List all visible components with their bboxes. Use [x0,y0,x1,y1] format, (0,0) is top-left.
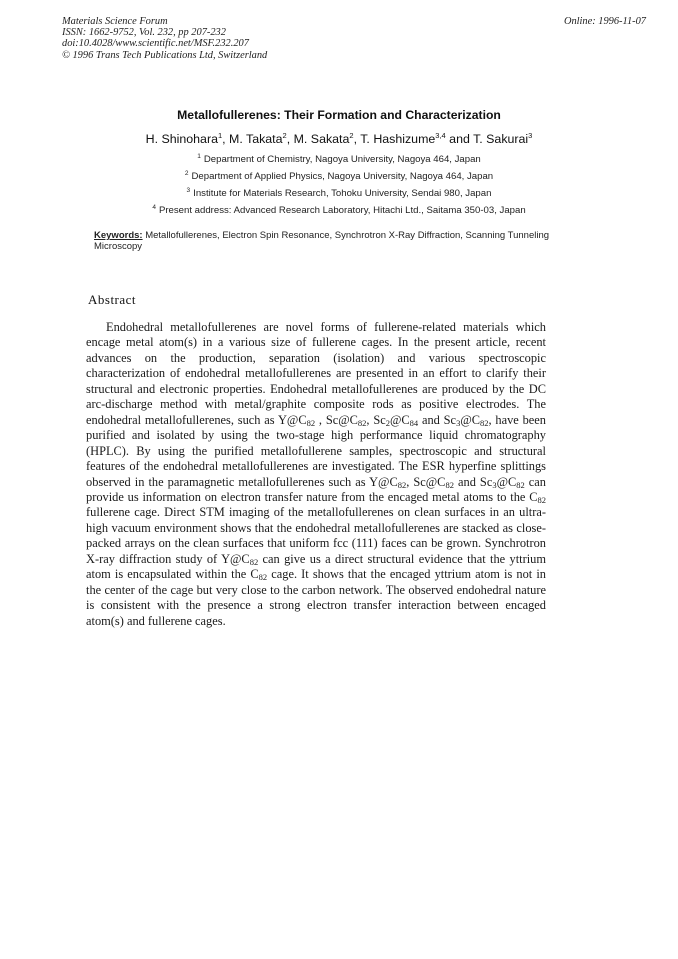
abstract-heading: Abstract [88,292,137,307]
affiliation-marker: 4 [152,204,156,211]
affiliation-marker: 1 [197,153,201,160]
subscript: 82 [306,417,316,428]
subscript: 82 [480,417,489,428]
affiliation-text: Institute for Materials Research, Tohoku University, Sendai 980, Japan [193,188,492,199]
subscript: 3 [456,417,461,428]
keywords-text: Metallofullerenes, Electron Spin Resonance, Synchrotron X-Ray Diffraction, Scanning Tunneling Microscopy [94,230,550,252]
author-name: M. Sakata [293,132,350,146]
author-affiliation-marker: 3 [528,131,533,140]
author-affiliation-marker: 1 [217,131,223,140]
affiliation-text: Department of Chemistry, Nagoya University, Nagoya 464, Japan [203,154,481,165]
copyright-line: © 1996 Trans Tech Publications Ltd, Switzerland [62,49,268,61]
affiliation-marker: 2 [184,170,189,177]
affiliation-1 [0,154,678,165]
subscript: 82 [249,556,259,567]
abstract-body: Endohedral metallofullerenes are novel forms of fullerene-related materials which encage metal atom(s) in a various size of fullerene cages. In the present article, recent advances on the production, separation (isolation) and various spectroscopic characterization of endohedral metallofullerenes are presented in an effort to clarify their structural and electronic properties. Endohedral metallofullerenes are produced by the DC arc-discharge method with metal/graphite composite rods as positive electrodes. The endohedral metallofullerenes, such as $Y@C_{82}$ , $Sc@C_{82}$, $Sc_2@C_{84}$ and $Sc_3@C_{82}$, have been purified and isolated by using the two-stage high performance liquid chromatography (HPLC). By using the purified metallofullerene samples, spectroscopic and structural features of the endohedral metallofullerenes are investigated. The ESR hyperfine splittings observed in the paramagnetic metallofullerenes such as $Y@C_{82}$, $Sc@C_{82}$ and $Sc_3@C_{82}$ can provide us information on electron transfer nature from the encaged metal atoms to the $C_{82}$ fullerene cage. Direct STM imaging of the metallofullerenes on clean surfaces in an ultra-high vacuum environment shows that the endohedral metallofullerenes are stacked as close-packed arrays on the clean surfaces that uniform fcc (111) faces can be grown. Synchrotron X-ray diffraction study of $Y@C_{82}$ can give us a direct structural evidence that the yttrium atom is encapsulated within the $C_{82}$ cage. It shows that the encaged yttrium atom is not in the center of the cage but very close to the carbon network. The observed endohedral nature is consistent with the presence a strong electron transfer interaction between encaged atom(s) and fullerene cages. [86,320,547,628]
subscript: 82 [537,494,546,505]
author-name: H. Shinohara [145,132,218,146]
doi-line: doi:10.4028/www.scientific.net/MSF.232.207 [62,38,249,50]
subscript: 82 [516,479,525,490]
keywords-block [94,230,554,252]
journal-name: Materials Science Forum [62,16,168,27]
subscript: 2 [385,417,390,428]
affiliation-marker: 3 [186,187,191,194]
author-list: H. Shinohara$^1$, M. Takata$^2$, M. Sakata$^2$, T. Hashizume$^{3,4}$ and T. Sakurai$^3$ [145,131,533,146]
keywords-label: Keywords: [94,230,143,241]
affiliation-3 [0,188,678,199]
author-affiliation-marker: 2 [349,131,354,140]
online-date: Online: 1996-11-07 [563,16,646,27]
subscript: 3 [492,479,497,490]
affiliation-text: Department of Applied Physics, Nagoya University, Nagoya 464, Japan [191,171,494,182]
affiliation-4 [0,205,678,216]
author-affiliation-marker: 2 [282,131,287,140]
author-name: M. Takata [229,132,283,146]
subscript: 84 [409,417,419,428]
subscript: 82 [397,479,407,490]
author-name: T. Sakurai [473,132,529,146]
subscript: 82 [258,572,268,583]
publication-info [62,16,267,61]
subscript: 82 [357,417,367,428]
author-name: T. Hashizume [360,132,436,146]
author-affiliation-marker: 3,4 [435,131,446,140]
issn-line: ISSN: 1662-9752, Vol. 232, pp 207-232 [62,27,226,39]
subscript: 82 [445,479,454,490]
paper-title: Metallofullerenes: Their Formation and Characterization [177,108,501,122]
affiliation-text: Present address: Advanced Research Laboratory, Hitachi Ltd., Saitama 350-03, Japan [158,205,526,216]
affiliation-2 [0,171,678,182]
